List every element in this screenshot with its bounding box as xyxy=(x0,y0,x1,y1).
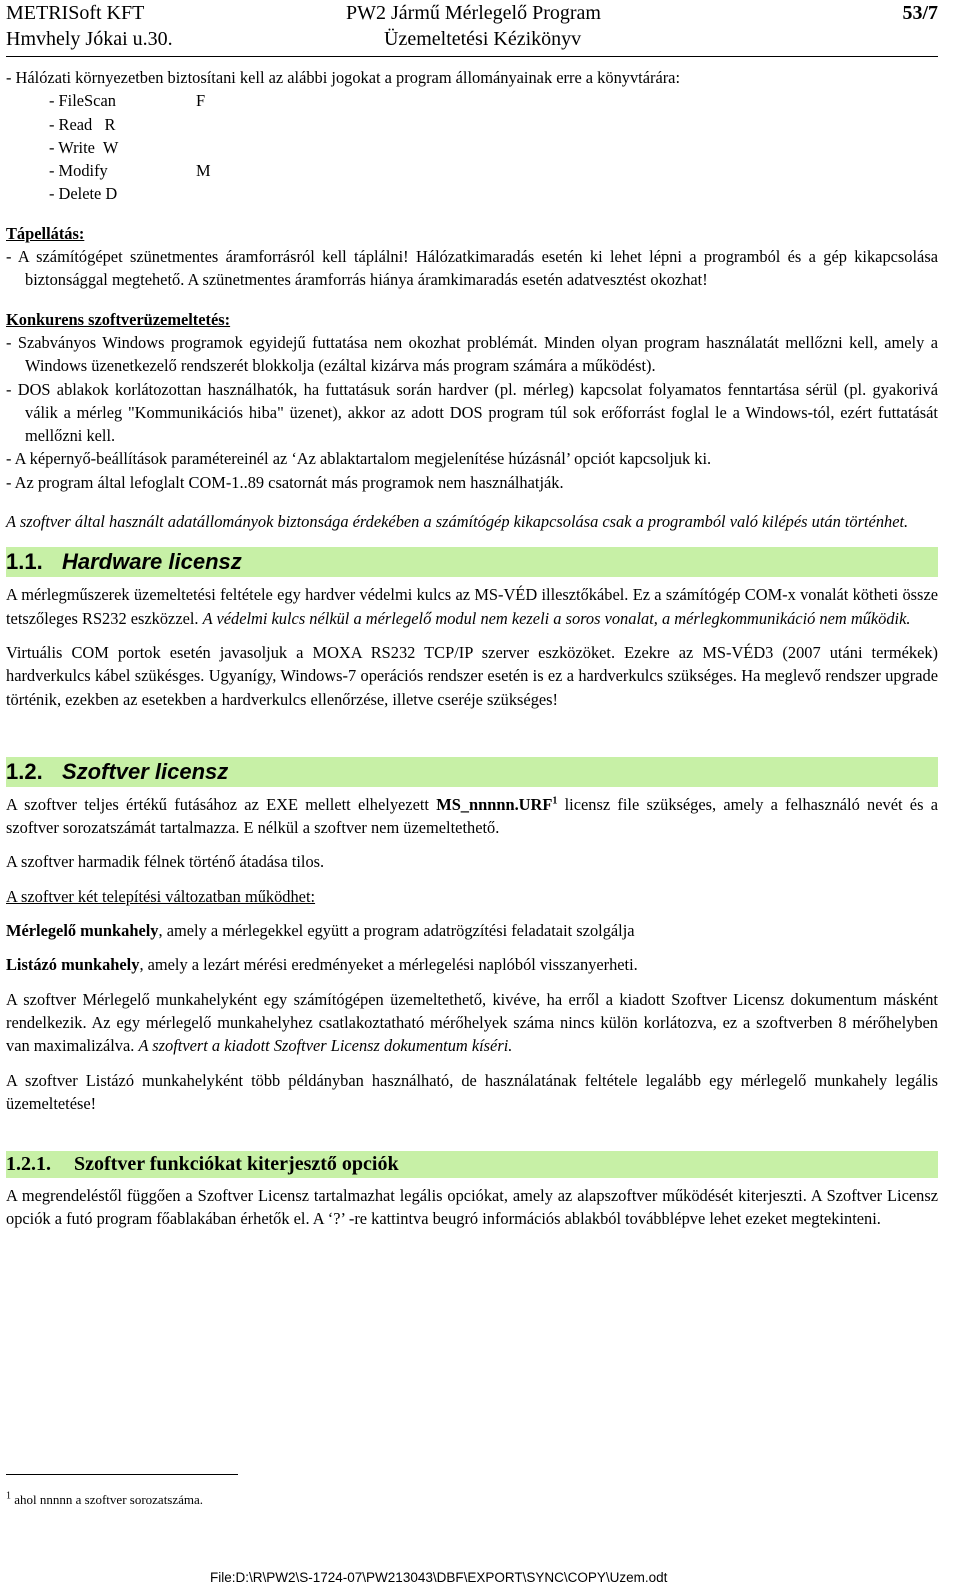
concurrent-item: - Az program által lefoglalt COM-1..89 csatornát más programok nem használhatják. xyxy=(6,472,564,492)
power-heading: Tápellátás: xyxy=(6,223,85,243)
concurrent-item: - DOS ablakok korlátozottan használhatók, ha futtatásuk során hardver (pl. mérleg) kapcsolat folyamatos fenntartása sérül (pl. gyakorivá válik a mérleg "Kommunikációs hiba" üzenet), akkor az adott DOS program túl sok erőforrást foglal le a Windows-tól, ezért futtatását mellőzni kell. xyxy=(6,379,938,446)
section-heading-hardware: 1.1. Hardware licensz xyxy=(6,547,938,577)
permission-item: - Write W xyxy=(49,137,119,157)
concurrent-item: - A képernyő-beállítások paramétereinél az ‘Az ablaktartalom megjelenítése húzásnál’ opciót kapcsoljuk ki. xyxy=(6,449,712,469)
header-left xyxy=(6,0,173,52)
license-file-name: MS_nnnnn.URF xyxy=(436,794,553,814)
software-paragraph: A szoftver teljes értékű futásához az EXE mellett elhelyezett MS_nnnnn.URF$^1$ licensz file szükséges, amely a felhasználó nevét és a szoftver sorozatszámát tartalmazza. E nélkül a szoftver nem üzemeltethető. xyxy=(6,794,938,838)
shutdown-note: A szoftver által használt adatállományok biztonsága érdekében a számítógép kikapcsolása csak a programból való kilépés után történhet. xyxy=(6,512,909,532)
workstation-listing: Listázó munkahely, amely a lezárt mérési eredményeket a mérlegelési naplóból visszanyerheti. xyxy=(6,955,638,975)
header-rule xyxy=(6,56,938,57)
footnote-rule xyxy=(6,1474,238,1475)
software-paragraph: A szoftver Listázó munkahelyként több példányban használható, de használatának feltétele legalább egy mérlegelő munkahely legális üzemeltetése! xyxy=(6,1070,938,1113)
workstation-weighing: Mérlegelő munkahely, amely a mérlegekkel együtt a program adatrögzítési feladatait szolgálja xyxy=(6,921,635,941)
permission-item: - Modify M xyxy=(49,161,211,181)
hardware-paragraph: Virtuális COM portok esetén javasoljuk a MOXA RS232 TCP/IP szerver eszközöket. Ezekre az MS-VÉD3 (2007 utáni termékek) hardverkulcs kábel szükésges. Ugyanígy, Windows-7 operációs rendszer esetén is ez a hardverkulcs szükséges. Ha meglevő rendszer upgrade történik, ezekben az esetekben a hardverkulcs ellenőrzése, illetve cseréje szükséges! xyxy=(6,642,938,709)
page-number: 53/7 xyxy=(902,2,938,24)
program-name: PW2 Jármű Mérlegelő Program xyxy=(346,2,601,24)
hardware-paragraph: A mérlegműszerek üzemeltetési feltétele egy hardver védelmi kulcs az MS-VÉD illesztőkábel. Ez a számítógép COM-x vonalát kötheti össze tetszőleges RS232 eszközzel. A védelmi kulcs nélkül a mérlegelő modul nem kezeli a soros vonalat, a mérlegkommunikáció nem működik. xyxy=(6,585,938,628)
page-header xyxy=(6,0,938,52)
power-text: - A számítógépet szünetmentes áramforrásról kell táplálni! Hálózatkimaradás esetén ki lehet lépni a programból és a gép kikapcsolása biztonsággal megtehető. A szünetmentes áramforrás hiánya áramkimaradás esetén adatvesztést okozhat! xyxy=(6,247,938,290)
network-intro: - Hálózati környezetben biztosítani kell az alábbi jogokat a program állományainak erre a könyvtárára: xyxy=(6,68,681,87)
concurrent-heading: Konkurens szoftverüzemeltetés: xyxy=(6,309,231,329)
software-paragraph: A szoftver Mérlegelő munkahelyként egy számítógépen üzemeltethető, kivéve, ha erről a kiadott Szoftver Licensz dokumentum másként rendelkezik. Az egy mérlegelő munkahelyhez csatlakoztatható mérőhelyek száma nincs külön korlátozva, ez a szoftverben 8 mérőhelyben van maximalizálva. A szoftvert a kiadott Szoftver Licensz dokumentum kíséri. xyxy=(6,989,938,1056)
manual-name: Üzemeltetési Kézikönyv xyxy=(384,28,582,50)
company-address: Hmvhely Jókai u.30. xyxy=(6,28,173,50)
options-paragraph: A megrendeléstől függően a Szoftver Licensz tartalmazhat legális opciókat, amely az alapszoftver működését kiterjeszti. A Szoftver Licensz opciók a futó program főablakában érhetők el. A ‘?’ -re kattintva beugró információs ablakból továbblépve lehet ezeket megtekinteni. xyxy=(6,1186,938,1229)
concurrent-item: - Szabványos Windows programok egyidejű futtatása nem okozhat problémát. Minden olyan program használatát mellőzni kell, amely a Windows üzenetkezelő rendszerét blokkolja (ezáltal kizárva más program számára a működést). xyxy=(6,332,938,376)
company-name: METRISoft KFT xyxy=(6,2,145,24)
section-heading-options: 1.2.1. Szoftver funkciókat kiterjesztő opciók xyxy=(6,1151,938,1178)
footnote-ref: 1 xyxy=(552,795,558,807)
permission-item: - FileScan F xyxy=(49,91,206,111)
software-paragraph: A szoftver harmadik félnek történő átadása tilos. xyxy=(6,852,325,872)
section-heading-software: 1.2. Szoftver licensz xyxy=(6,757,938,787)
document-body xyxy=(6,66,938,1231)
install-variants-heading: A szoftver két telepítési változatban működhet: xyxy=(6,886,316,906)
page-footer-path: File:D:\R\PW2\S-1724-07\PW213043\DBF\EXPORT\SYNC\COPY\Uzem.odt xyxy=(210,1570,668,1585)
footnote: $^1$ ahol nnnnn a szoftver sorozatszáma. xyxy=(6,1490,204,1507)
header-center xyxy=(346,0,601,52)
permission-item: - Read R xyxy=(49,114,116,134)
permission-list xyxy=(6,89,938,205)
permission-item: - Delete D xyxy=(49,184,118,204)
